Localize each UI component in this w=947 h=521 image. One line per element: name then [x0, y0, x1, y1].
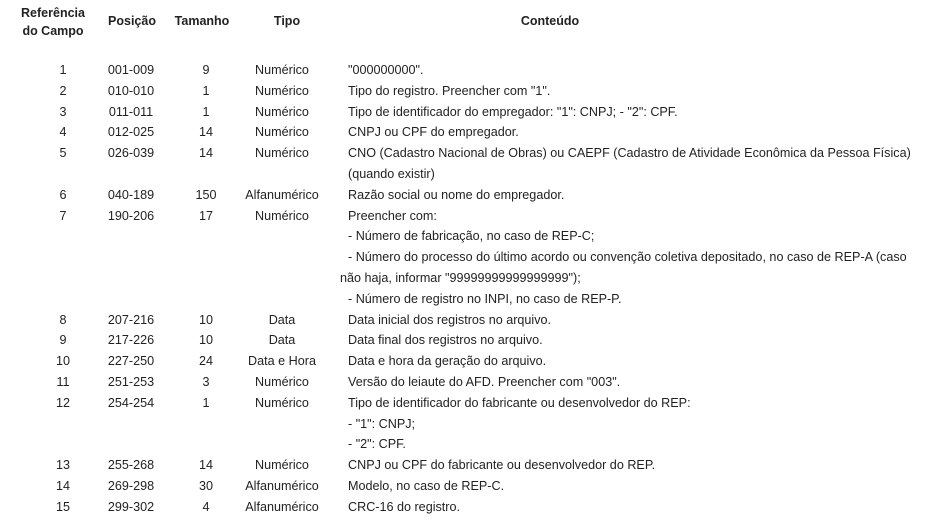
field-size-cell: 4	[202, 499, 210, 514]
table-row	[0, 476, 947, 497]
field-content-cell	[348, 185, 944, 206]
field-ref-cell: 8	[59, 312, 67, 327]
field-content-cell	[348, 60, 944, 81]
table-row	[0, 81, 947, 102]
field-size-cell: 30	[198, 478, 213, 493]
field-size-cell: 14	[198, 458, 213, 473]
field-content-cell	[348, 81, 944, 102]
field-size-cell: 1	[202, 395, 210, 410]
field-size-cell: 17	[198, 208, 213, 223]
header-conteudo: Conteúdo	[520, 14, 580, 28]
content-line: CRC-16 do registro.	[348, 499, 460, 514]
field-ref-cell: 6	[59, 187, 67, 202]
field-content-cell	[348, 476, 944, 497]
field-position-cell: 012-025	[107, 125, 155, 140]
field-type-cell: Numérico	[255, 146, 309, 161]
content-line: CNPJ ou CPF do fabricante ou desenvolvedor do REP.	[348, 458, 656, 473]
field-ref-cell: 5	[59, 146, 67, 161]
content-line: - "2": CPF.	[348, 437, 406, 452]
field-position-cell: 254-254	[107, 395, 155, 410]
content-line: CNPJ ou CPF do empregador.	[348, 125, 519, 140]
field-content-cell	[348, 497, 944, 518]
field-ref-cell: 4	[59, 125, 67, 140]
field-ref-cell: 2	[59, 83, 67, 98]
field-position-cell: 207-216	[107, 312, 155, 327]
field-type-cell: Numérico	[255, 395, 309, 410]
field-size-cell: 1	[202, 83, 210, 98]
table-row	[0, 351, 947, 372]
field-ref-cell: 9	[59, 333, 67, 348]
content-line: Preencher com:	[348, 208, 437, 223]
content-line: Razão social ou nome do empregador.	[348, 187, 565, 202]
field-type-cell: Numérico	[255, 104, 309, 119]
field-ref-cell: 3	[59, 104, 67, 119]
content-line: Tipo do registro. Preencher com "1".	[348, 83, 551, 98]
field-position-cell: 011-011	[108, 104, 154, 119]
field-content-cell	[348, 143, 944, 185]
field-size-cell: 9	[202, 63, 210, 77]
field-ref-cell: 1	[59, 63, 67, 77]
header-posicao: Posição	[108, 14, 156, 28]
field-content-cell	[348, 372, 944, 393]
header-referencia-line2: do Campo	[22, 24, 84, 38]
field-position-cell: 010-010	[107, 83, 155, 98]
field-ref-cell: 10	[55, 354, 70, 369]
content-line: "000000000".	[348, 63, 424, 77]
table-row	[0, 60, 947, 81]
field-ref-cell: 13	[55, 458, 70, 473]
field-content-cell	[348, 351, 944, 372]
content-line: - Número de fabricação, no caso de REP-C;	[348, 229, 595, 244]
content-line: - Número de registro no INPI, no caso de REP-P.	[348, 291, 622, 306]
field-type-cell: Numérico	[255, 63, 309, 77]
field-content-cell	[348, 393, 944, 455]
header-referencia	[16, 4, 90, 40]
field-position-cell: 040-189	[107, 187, 155, 202]
field-size-cell: 10	[198, 333, 213, 348]
content-line: Data inicial dos registros no arquivo.	[348, 312, 552, 327]
field-type-cell: Alfanumérico	[245, 499, 319, 514]
content-line: Modelo, no caso de REP-C.	[348, 478, 505, 493]
field-type-cell: Data	[268, 333, 296, 348]
content-line: CNO (Cadastro Nacional de Obras) ou CAEPF (Cadastro de Atividade Econômica da Pessoa Física)	[348, 146, 911, 161]
field-position-cell: 227-250	[107, 354, 155, 369]
header-referencia-line1: Referência	[21, 6, 85, 20]
table-body	[0, 60, 947, 518]
content-line: - Número do processo do último acordo ou convenção coletiva depositado, no caso de REP-A (caso	[348, 250, 907, 265]
table-row	[0, 330, 947, 351]
content-line: Tipo de identificador do fabricante ou desenvolvedor do REP:	[348, 395, 691, 410]
field-size-cell: 150	[195, 187, 217, 202]
field-content-cell	[348, 455, 944, 476]
field-position-cell: 026-039	[107, 146, 155, 161]
field-size-cell: 14	[198, 146, 213, 161]
content-line: Data e hora da geração do arquivo.	[348, 354, 547, 369]
field-type-cell: Numérico	[255, 83, 309, 98]
field-ref-cell: 15	[55, 499, 70, 514]
content-line: - "1": CNPJ;	[348, 416, 416, 431]
field-size-cell: 14	[198, 125, 213, 140]
table-row	[0, 372, 947, 393]
field-ref-cell: 11	[56, 374, 70, 389]
field-type-cell: Numérico	[255, 458, 309, 473]
field-content-cell	[348, 102, 944, 123]
field-size-cell: 10	[198, 312, 213, 327]
field-content-cell	[340, 206, 944, 310]
field-position-cell: 269-298	[107, 478, 155, 493]
header-tipo: Tipo	[273, 14, 301, 28]
field-position-cell: 217-226	[107, 333, 155, 348]
field-type-cell: Numérico	[255, 208, 309, 223]
field-size-cell: 1	[202, 104, 210, 119]
field-type-cell: Numérico	[255, 374, 309, 389]
field-type-cell: Data e Hora	[248, 354, 316, 369]
table-row	[0, 497, 947, 518]
field-ref-cell: 14	[55, 478, 70, 493]
field-position-cell: 255-268	[107, 458, 155, 473]
table-row	[0, 122, 947, 143]
field-position-cell: 190-206	[107, 208, 155, 223]
content-line: Data final dos registros no arquivo.	[348, 333, 543, 348]
table-row	[0, 143, 947, 185]
content-line: Versão do leiaute do AFD. Preencher com "003".	[348, 374, 621, 389]
field-position-cell: 299-302	[107, 499, 155, 514]
field-type-cell: Data	[268, 312, 296, 327]
content-line: (quando existir)	[348, 166, 435, 181]
field-position-cell: 251-253	[107, 374, 155, 389]
content-line: Tipo de identificador do empregador: "1": CNPJ; - "2": CPF.	[348, 104, 678, 119]
table-row	[0, 185, 947, 206]
field-type-cell: Alfanumérico	[245, 478, 319, 493]
header-tamanho: Tamanho	[174, 14, 230, 28]
field-content-cell	[348, 330, 944, 351]
field-position-cell: 001-009	[107, 63, 155, 77]
field-size-cell: 24	[198, 354, 213, 369]
field-type-cell: Numérico	[255, 125, 309, 140]
table-row	[0, 455, 947, 476]
table-row	[0, 310, 947, 331]
field-ref-cell: 7	[59, 208, 67, 223]
field-ref-cell: 12	[55, 395, 70, 410]
field-content-cell	[348, 310, 944, 331]
table-row	[0, 206, 947, 310]
field-size-cell: 3	[202, 374, 210, 389]
field-content-cell	[348, 122, 944, 143]
table-row	[0, 102, 947, 123]
field-type-cell: Alfanumérico	[245, 187, 319, 202]
table-row	[0, 393, 947, 455]
content-line: não haja, informar "99999999999999999");	[340, 270, 581, 285]
